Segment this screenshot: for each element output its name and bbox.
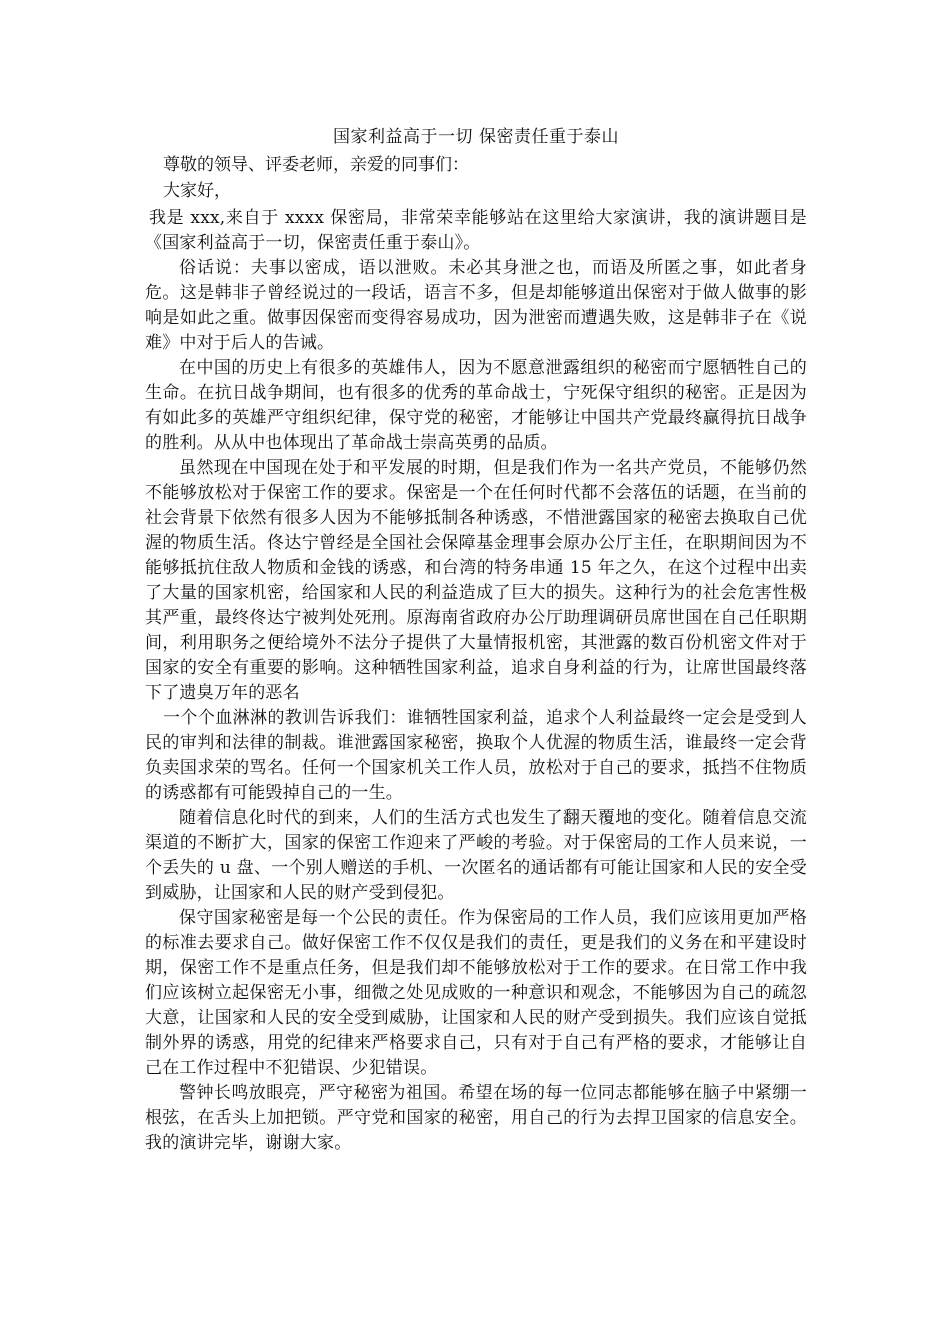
paragraph-closing: 警钟长鸣放眼亮，严守秘密为祖国。希望在场的每一位同志都能够在脑子中紧绷一根弦，在舌头上加把锁。严守党和国家的秘密，用自己的行为去捍卫国家的信息安全。我的演讲完毕，谢谢大家。 [145,1083,807,1153]
paragraph: 虽然现在中国现在处于和平发展的时期，但是我们作为一名共产党员，不能够仍然不能够放松对于保密工作的要求。保密是一个在任何时代都不会落伍的话题，在当前的社会背景下依然有很多人因为不能够抵制各种诱惑，不惜泄露国家的秘密去换取自己优渥的物质生活。佟达宁曾经是全国社会保障基金理事会原办公厅主任，在职期间因为不能够抵抗住敌人物质和金钱的诱惑，和台湾的特务串通 15 年之久，在这个过程中出卖了大量的国家机密，给国家和人民的利益造成了巨大的损失。这种行为的社会危害性极其严重，最终佟达宁被判处死刑。原海南省政府办公厅助理调研员席世国在自己任职期间，利用职务之便给境外不法分子提供了大量情报机密，其泄露的数百份机密文件对于国家的安全有重要的影响。这种牺牲国家利益，追求自身利益的行为，让席世国最终落下了遗臭万年的恶名 [145,458,807,703]
paragraph-intro: 我是 xxx,来自于 xxxx 保密局，非常荣幸能够站在这里给大家演讲，我的演讲题目是《国家利益高于一切，保密责任重于泰山》。 [145,208,807,253]
paragraph: 俗话说：夫事以密成，语以泄败。未必其身泄之也，而语及所匿之事，如此者身危。这是韩非子曾经说过的一段话，语言不多，但是却能够道出保密对于做人做事的影响是如此之重。做事因保密而变得容易成功，因为泄密而遭遇失败，这是韩非子在《说难》中对于后人的告诫。 [145,258,807,353]
paragraph: 保守国家秘密是每一个公民的责任。作为保密局的工作人员，我们应该用更加严格的标准去要求自己。做好保密工作不仅仅是我们的责任，更是我们的义务在和平建设时期，保密工作不是重点任务，但是我们却不能够放松对于工作的要求。在日常工作中我们应该树立起保密无小事，细微之处见成败的一种意识和观念，不能够因为自己的疏忽大意，让国家和人民的安全受到威胁，让国家和人民的财产受到损失。我们应该自觉抵制外界的诱惑，用党的纪律来严格要求自己，只有对于自己有严格的要求，才能够让自己在工作过程中不犯错误、少犯错误。 [145,908,807,1078]
paragraph: 一个个血淋淋的教训告诉我们：谁牺牲国家利益，追求个人利益最终一定会是受到人民的审判和法律的制裁。谁泄露国家秘密，换取个人优渥的物质生活，谁最终一定会背负卖国求荣的骂名。任何一个国家机关工作人员，放松对于自己的要求，抵挡不住物质的诱惑都有可能毁掉自己的一生。 [145,708,807,803]
document-page [145,124,807,1156]
paragraph: 在中国的历史上有很多的英雄伟人，因为不愿意泄露组织的秘密而宁愿牺牲自己的生命。在抗日战争期间，也有很多的优秀的革命战士，宁死保守组织的秘密。正是因为有如此多的英雄严守组织纪律，保守党的秘密，才能够让中国共产党最终赢得抗日战争的胜利。从从中也体现出了革命战士崇高英勇的品质。 [145,358,807,453]
paragraph: 随着信息化时代的到来，人们的生活方式也发生了翻天覆地的变化。随着信息交流渠道的不断扩大，国家的保密工作迎来了严峻的考验。对于保密局的工作人员来说，一个丢失的 u 盘、一个别人赠送的手机、一次匿名的通话都有可能让国家和人民的安全受到威胁，让国家和人民的财产受到侵犯。 [145,808,807,903]
salutation-line: 尊敬的领导、评委老师，亲爱的同事们： [163,155,469,175]
document-title: 国家利益高于一切 保密责任重于泰山 [333,127,619,147]
greeting-line: 大家好， [163,181,231,201]
